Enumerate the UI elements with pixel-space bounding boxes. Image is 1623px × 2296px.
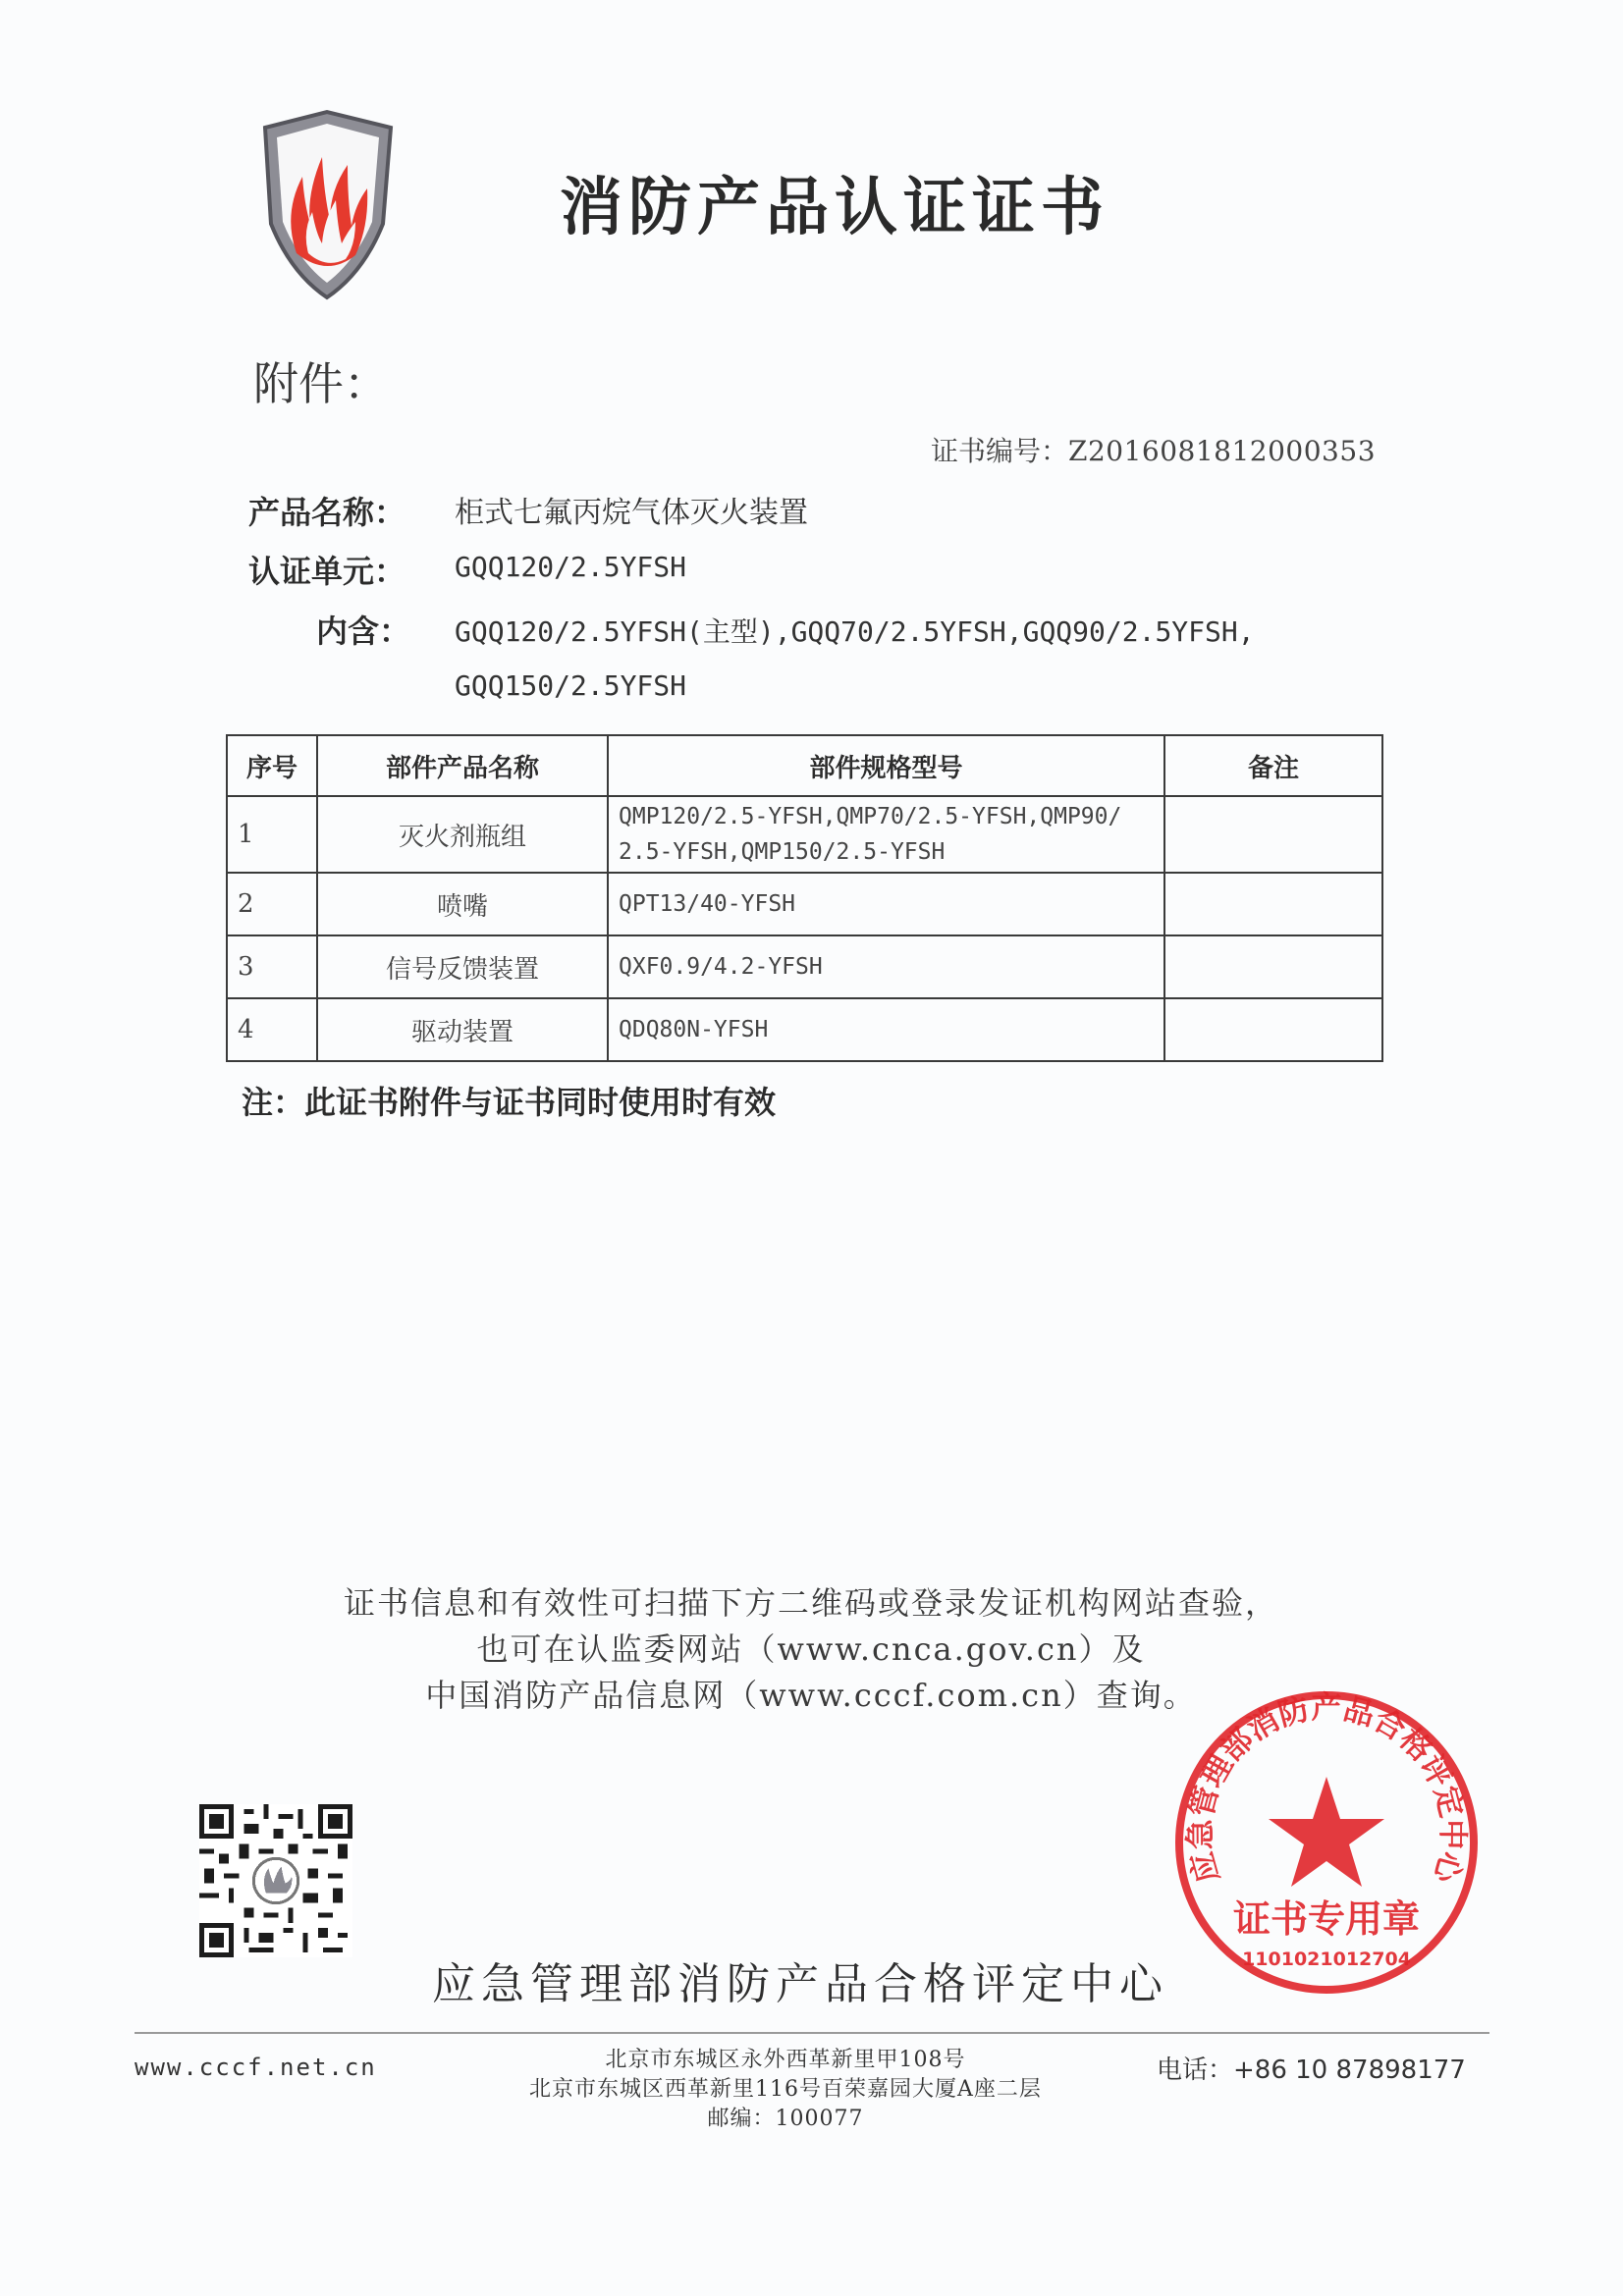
col-header-name: 部件产品名称 xyxy=(317,735,608,796)
row-remark xyxy=(1164,935,1382,998)
col-header-seq: 序号 xyxy=(227,735,317,796)
table-row xyxy=(227,873,1382,935)
contains-value-line2: GQQ150/2.5YFSH xyxy=(455,669,687,702)
row-seq: 3 xyxy=(227,935,317,998)
verification-line: 也可在认监委网站（www.cnca.gov.cn）及 xyxy=(476,1630,1146,1668)
col-header-remark: 备注 xyxy=(1164,735,1382,796)
row-spec xyxy=(608,796,1164,873)
row-spec-line1: QMP120/2.5-YFSH,QMP70/2.5-YFSH,QMP90/ xyxy=(619,804,1122,829)
contains-label: 内含： xyxy=(316,613,411,650)
row-remark xyxy=(1164,998,1382,1061)
page-title: 消防产品认证证书 xyxy=(560,172,1109,244)
cert-no-value: Z2016081812000353 xyxy=(1068,435,1377,467)
row-part-name: 驱动装置 xyxy=(317,998,608,1061)
table-row xyxy=(227,796,1382,873)
address-line: 北京市东城区西革新里116号百荣嘉园大厦A座二层 xyxy=(529,2077,1042,2102)
certificate-number xyxy=(931,430,1376,469)
seal-label: 证书专用章 xyxy=(1232,1897,1421,1941)
product-name-value: 柜式七氟丙烷气体灭火装置 xyxy=(455,496,808,530)
verification-line: 证书信息和有效性可扫描下方二维码或登录发证机构网站查验， xyxy=(343,1584,1278,1622)
seal-star-icon xyxy=(1269,1777,1384,1887)
contains-value-line1: GQQ120/2.5YFSH(主型),GQQ70/2.5YFSH,GQQ90/2.5YFSH, xyxy=(455,615,1255,648)
address-line: 北京市东城区永外西革新里甲108号 xyxy=(605,2048,966,2072)
flame-shield-logo-icon xyxy=(253,106,401,302)
table-row xyxy=(227,935,1382,998)
row-spec: QPT13/40-YFSH xyxy=(608,873,1164,935)
footer-phone: 电话：+86 10 87898177 xyxy=(1157,2056,1466,2085)
row-part-name: 灭火剂瓶组 xyxy=(317,796,608,873)
col-header-spec: 部件规格型号 xyxy=(608,735,1164,796)
issuing-center: 应急管理部消防产品合格评定中心 xyxy=(432,1959,1168,2009)
row-remark xyxy=(1164,873,1382,935)
cert-no-label: 证书编号： xyxy=(931,435,1069,467)
footer-divider xyxy=(135,2032,1489,2034)
postcode: 邮编：100077 xyxy=(707,2107,864,2131)
table-header-row xyxy=(227,735,1382,796)
attachment-label: 附件： xyxy=(253,357,389,410)
row-spec: QXF0.9/4.2-YFSH xyxy=(608,935,1164,998)
cert-unit-value: GQQ120/2.5YFSH xyxy=(455,551,687,583)
seal-number: 1101021012704 xyxy=(1242,1949,1411,1970)
row-part-name: 信号反馈装置 xyxy=(317,935,608,998)
row-part-name: 喷嘴 xyxy=(317,873,608,935)
row-seq: 1 xyxy=(227,796,317,873)
row-spec-line2: 2.5-YFSH,QMP150/2.5-YFSH xyxy=(619,839,946,865)
official-seal-stamp xyxy=(1170,1686,1483,1999)
row-spec: QDQ80N-YFSH xyxy=(608,998,1164,1061)
footer-address xyxy=(471,2046,1100,2134)
row-seq: 2 xyxy=(227,873,317,935)
product-name-label: 产品名称： xyxy=(248,494,406,531)
qr-code-icon[interactable] xyxy=(199,1804,352,1957)
row-remark xyxy=(1164,796,1382,873)
validity-note: 注：此证书附件与证书同时使用时有效 xyxy=(242,1084,777,1121)
row-seq: 4 xyxy=(227,998,317,1061)
footer-website-link[interactable]: www.cccf.net.cn xyxy=(135,2054,377,2081)
cert-unit-label: 认证单元： xyxy=(248,553,406,590)
svg-text:应急管理部消防产品合格评定中心: 应急管理部消防产品合格评定中心 xyxy=(1182,1689,1471,1887)
components-table xyxy=(226,734,1383,1062)
verification-line: 中国消防产品信息网（www.cccf.com.cn）查询。 xyxy=(425,1677,1197,1714)
table-row xyxy=(227,998,1382,1061)
